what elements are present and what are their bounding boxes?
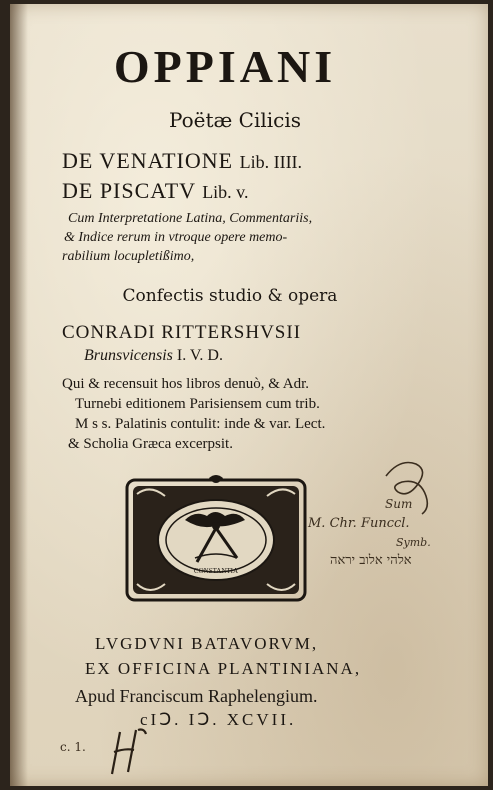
manuscript-owner-name: M. Chr. Funccl. [308,516,410,531]
venatione-lib: Lib. IIII. [239,152,303,172]
imprint-place: LVGDVNI BATAVORVM, [95,634,319,653]
piscatu-text: DE PISCATV [62,178,196,203]
author-origin-line [84,347,493,365]
manuscript-hebrew: אלהי אלוב יראה [330,553,412,568]
imprint-date: cIↃ. IↃ. XCVII. [140,710,297,729]
author-degree: I. V. D. [176,347,223,364]
manuscript-shelfmark: c. 1. [60,740,86,754]
piscatu-line [62,178,493,204]
venatione-text: DE VENATIONE [62,148,234,173]
subtitle: Poëtæ Cilicis [168,108,302,132]
author-origin: Brunsvicensis [84,347,173,364]
description-line: Qui & recensuit hos libros denuò, & Adr. [62,376,310,392]
imprint-printer: Apud Franciscum Raphelengium. [75,686,318,706]
piscatu-lib: Lib. v. [202,182,249,202]
device-motto: CONSTANTIA [193,567,239,575]
confectis-line: Confectis studio & opera [122,286,338,306]
italic-line: rabilium locupletißimo, [62,249,195,264]
printers-device-emblem [125,474,307,604]
description-line: Turnebi editionem Parisiensem cum trib. [75,396,320,412]
manuscript-ownership: Sum [385,497,413,511]
imprint-office: EX OFFICINA PLANTINIANA, [85,659,362,678]
manuscript-symbol-label: Symb. [396,536,431,549]
title-page [10,4,488,786]
italic-line: & Indice rerum in vtroque opere memo- [64,230,288,245]
description-line: & Scholia Græca excerpsit. [68,436,233,452]
manuscript-h-mark [102,726,162,778]
venatione-line [62,148,493,174]
page-title: OPPIANI [113,41,337,92]
author-name: CONRADI RITTERSHVSII [62,322,302,343]
description-line: M s s. Palatinis contulit: inde & var. Lect. [75,416,326,432]
italic-line: Cum Interpretatione Latina, Commentariis, [68,211,313,226]
book-gutter [10,4,28,786]
